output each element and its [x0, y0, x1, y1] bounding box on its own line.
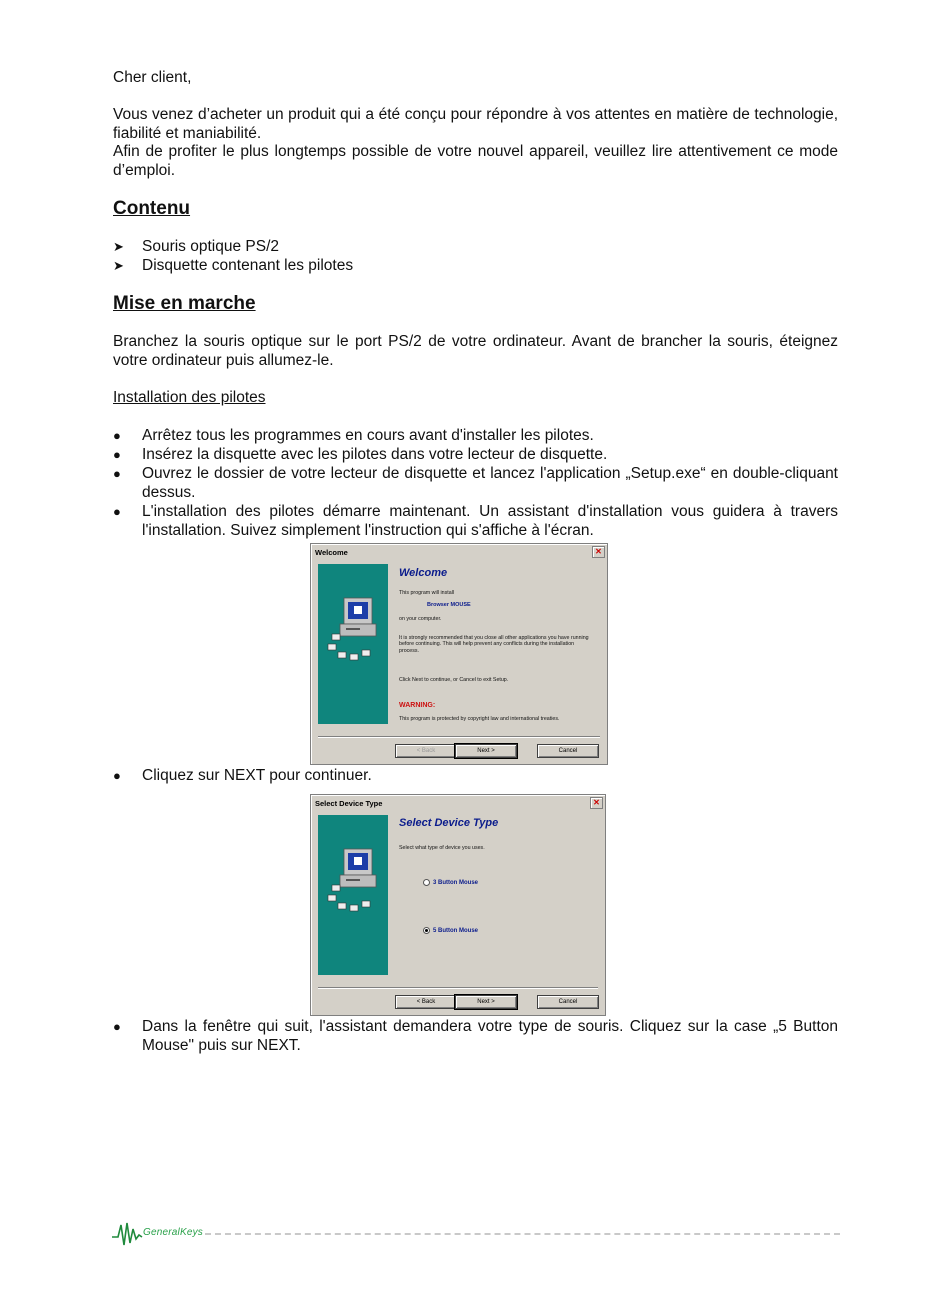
radio-icon: [423, 879, 430, 886]
section-heading-mise-en-marche: Mise en marche: [113, 293, 256, 314]
back-button: < Back: [395, 995, 457, 1009]
dialog-title-bar: Select Device Type: [313, 797, 603, 811]
dialog-text: Select what type of device you uses.: [399, 845, 485, 851]
radio-5-button-mouse: 5 Button Mouse: [423, 927, 478, 934]
greeting: Cher client,: [113, 69, 192, 86]
next-button: Next >: [455, 744, 517, 758]
dialog-text: This program will install: [399, 590, 455, 596]
dialog-text: on your computer.: [399, 616, 442, 622]
computer-icon: [318, 815, 388, 975]
generalkeys-logo: [112, 1219, 207, 1249]
cancel-button: Cancel: [537, 744, 599, 758]
back-button: < Back: [395, 744, 457, 758]
section-heading-contenu: Contenu: [113, 198, 191, 219]
mise-en-marche-paragraph: Branchez la souris optique sur le port PS/2 de votre ordinateur. Avant de brancher la souris, éteignez votre ordinateur puis allumez-le.: [113, 333, 838, 369]
warning-label: WARNING:: [399, 702, 436, 709]
bullet-icon: ●: [113, 768, 121, 783]
select-device-dialog-screenshot: [310, 794, 606, 1016]
bullet-icon: ●: [113, 447, 121, 462]
bullet-icon: ●: [113, 466, 121, 481]
next-button: Next >: [455, 995, 517, 1009]
dialog-heading: Select Device Type: [399, 817, 499, 829]
wizard-side-panel: [318, 564, 388, 724]
divider: [318, 736, 600, 738]
computer-icon: [318, 564, 388, 724]
subheading-installation: Installation des pilotes: [113, 389, 266, 406]
bullet-icon: ●: [113, 504, 121, 519]
radio-selected-icon: [423, 927, 430, 934]
close-icon: ✕: [590, 797, 603, 809]
close-icon: ✕: [592, 546, 605, 558]
dialog-heading: Welcome: [399, 567, 448, 579]
intro-paragraph-1: Vous venez d’acheter un produit qui a été conçu pour répondre à vos attentes en matière de technologie, fiabilité et maniabilité.: [113, 106, 838, 142]
dialog-text: It is strongly recommended that you close all other applications you have running before continuing. This will help prevent any conflicts during the installation process.: [399, 635, 589, 654]
footer-divider: [205, 1233, 840, 1235]
bullet-icon: ●: [113, 1019, 121, 1034]
welcome-dialog-screenshot: [310, 543, 608, 765]
radio-3-button-mouse: 3 Button Mouse: [423, 879, 478, 886]
bullet-icon: ●: [113, 428, 121, 443]
wizard-side-panel: [318, 815, 388, 975]
logo-text: GeneralKeys: [143, 1227, 204, 1238]
dialog-text: Click Next to continue, or Cancel to exit Setup.: [399, 677, 509, 683]
divider: [318, 987, 598, 989]
cancel-button: Cancel: [537, 995, 599, 1009]
intro-paragraph-2: Afin de profiter le plus longtemps possible de votre nouvel appareil, veuillez lire attentivement ce mode d’emploi.: [113, 143, 838, 179]
dialog-text: This program is protected by copyright law and international treaties.: [399, 716, 560, 722]
arrow-bullet-icon: ➤: [113, 258, 124, 273]
dialog-title-bar: Welcome: [313, 546, 605, 560]
arrow-bullet-icon: ➤: [113, 239, 124, 254]
product-name: Browser MOUSE: [427, 602, 471, 608]
